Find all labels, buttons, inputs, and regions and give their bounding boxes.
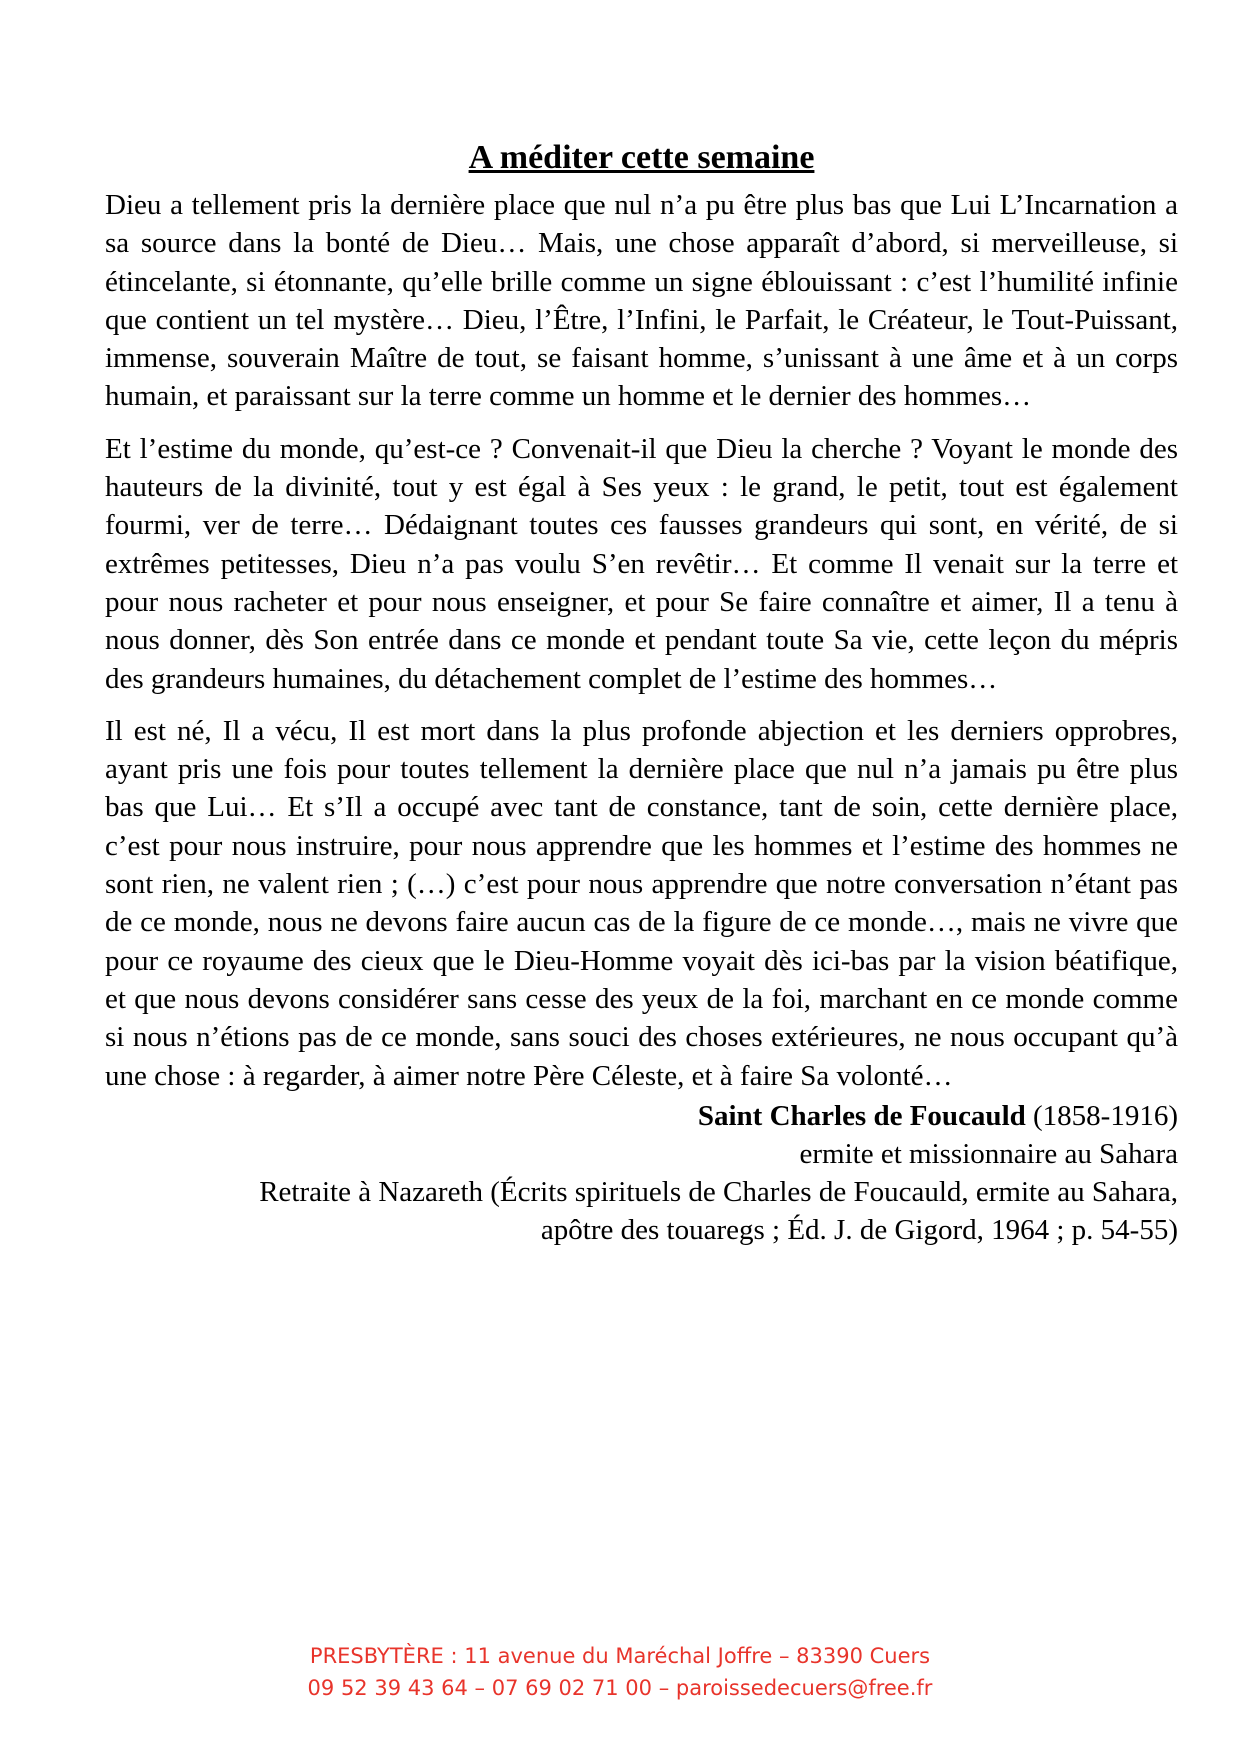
page-title: A méditer cette semaine (468, 139, 815, 176)
paragraph-2: Et l’estime du monde, qu’est-ce ? Convenait-il que Dieu la cherche ? Voyant le monde des hauteurs de la divinité, tout y est égal à Ses yeux : le grand, le petit, tout est également fourmi, ver de terre… Dédaignant toutes ces fausses grandeurs qui sont, en vérité, de si extrêmes petitesses, Dieu n’a pas voulu S’en revêtir… Et comme Il venait sur la terre et pour nous racheter et pour nous enseigner, et pour Se faire connaître et aimer, Il a tenu à nous donner, dès Son entrée dans ce monde et pendant toute Sa vie, cette leçon du mépris des grandeurs humaines, du détachement complet de l’estime des hommes… (105, 432, 1178, 695)
author-role: ermite et missionnaire au Sahara (799, 1137, 1178, 1170)
footer (0, 1640, 1240, 1704)
paragraph-3: Il est né, Il a vécu, Il est mort dans la plus profonde abjection et les derniers opprobres, ayant pris une fois pour toutes tellement la dernière place que nul n’a jamais pu être plus bas que Lui… Et s’Il a occupé avec tant de constance, tant de soin, cette dernière place, c’est pour nous instruire, pour nous apprendre que les hommes et l’estime des hommes ne sont rien, ne valent rien ; (…) c’est pour nous apprendre que notre conversation n’étant pas de ce monde, nous ne devons faire aucun cas de la figure de ce monde…, mais ne vivre que pour ce royaume des cieux que le Dieu-Homme voyait dès ici-bas par la vision béatifique, et que nous devons considérer sans cesse des yeux de la foi, marchant en ce monde comme si nous n’étions pas de ce monde, sans souci des choses extérieures, ne nous occupant qu’à une chose : à regarder, à aimer notre Père Céleste, et à faire Sa volonté… (105, 714, 1178, 1092)
author-dates: (1858-1916) (1025, 1099, 1178, 1132)
paragraph-1: Dieu a tellement pris la dernière place que nul n’a pu être plus bas que Lui L’Incarnation a sa source dans la bonté de Dieu… Mais, une chose apparaît d’abord, si merveilleuse, si étincelante, si étonnante, qu’elle brille comme un signe éblouissant : c’est l’humilité infinie que contient un tel mystère… Dieu, l’Être, l’Infini, le Parfait, le Créateur, le Tout-Puissant, immense, souverain Maître de tout, se faisant homme, s’unissant à une âme et à un corps humain, et paraissant sur la terre comme un homme et le dernier des hommes… (105, 189, 1178, 413)
source-line-1: Retraite à Nazareth (Écrits spirituels de Charles de Foucauld, ermite au Sahara, (259, 1175, 1178, 1208)
attribution-block (105, 1097, 1178, 1249)
author-name: Saint Charles de Foucauld (697, 1099, 1026, 1132)
footer-address: PRESBYTÈRE : 11 avenue du Maréchal Joffre – 83390 Cuers (309, 1644, 931, 1668)
source-line-2: apôtre des touaregs ; Éd. J. de Gigord, 1964 ; p. 54-55) (540, 1213, 1178, 1246)
author-line (105, 1097, 1178, 1135)
document-body (105, 138, 1178, 1249)
footer-contact: 09 52 39 43 64 – 07 69 02 71 00 – paroissedecuers@free.fr (307, 1676, 933, 1700)
